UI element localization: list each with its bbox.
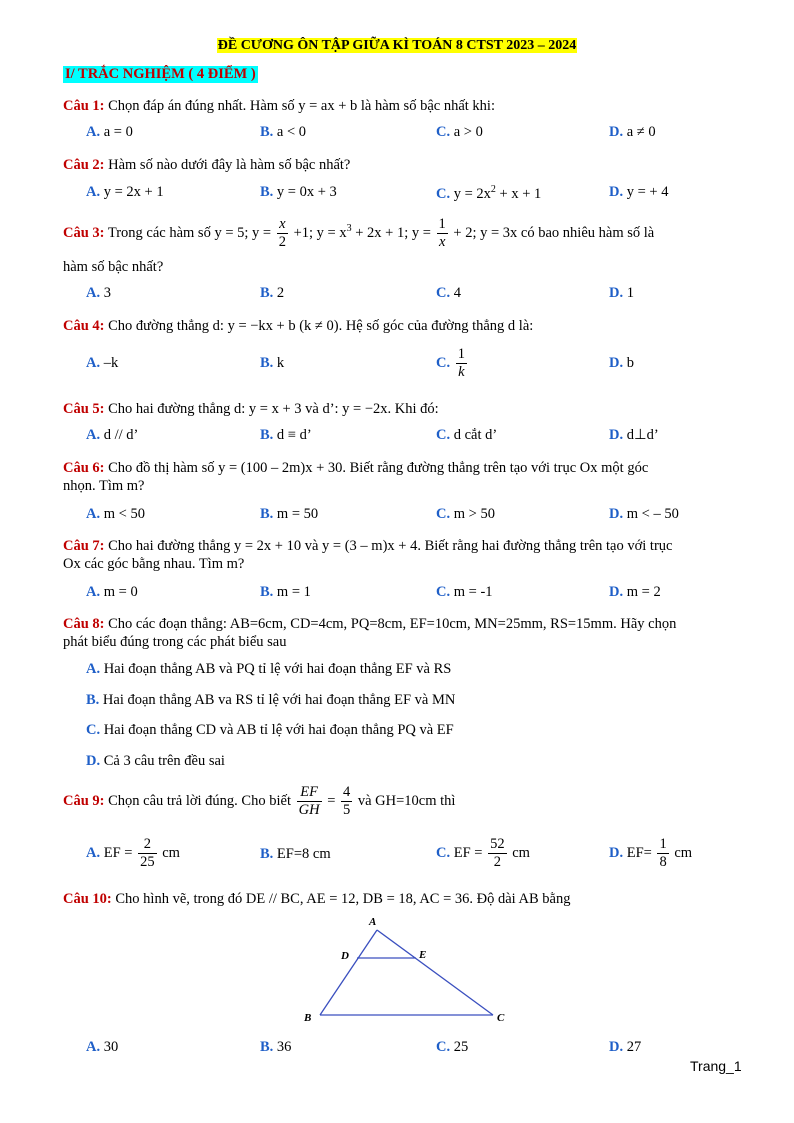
vertex-label-e: E — [419, 949, 427, 961]
q6-option-d: D. m < – 50 — [609, 506, 679, 522]
question-6-line-2: nhọn. Tìm m? — [63, 478, 145, 494]
question-7: Câu 7: Cho hai đường thẳng y = 2x + 10 và y = (3 – m)x + 4. Biết rằng hai đường thẳng trên tạo với trục — [63, 538, 673, 554]
question-8-line-2: phát biểu đúng trong các phát biểu sau — [63, 634, 287, 650]
vertex-label-a: A — [369, 916, 377, 928]
question-4: Câu 4: Cho đường thẳng d: y = −kx + b (k ≠ 0). Hệ số góc của đường thẳng d là: — [63, 318, 534, 334]
q4-option-d: D. b — [609, 355, 634, 371]
q2-option-d: D. y = + 4 — [609, 184, 669, 200]
q8-option-d: D. Cả 3 câu trên đều sai — [86, 753, 225, 769]
q6-option-b: B. m = 50 — [260, 506, 319, 522]
q10-option-b: B. 36 — [260, 1039, 292, 1055]
section-heading: I/ TRẮC NGHIỆM ( 4 ĐIỂM ) — [65, 66, 256, 82]
question-3-line-2: hàm số bậc nhất? — [63, 259, 164, 275]
question-number: Câu 1: — [63, 98, 105, 114]
q9-option-c: C. EF = $\frac{52}{2}$ cm — [436, 836, 530, 870]
q7-option-a: A. m = 0 — [86, 584, 138, 600]
q6-option-c: C. m > 50 — [436, 506, 495, 522]
question-6: Câu 6: Cho đồ thị hàm số y = (100 – 2m)x + 30. Biết rằng đường thẳng trên tạo với trục Ox một góc — [63, 460, 649, 476]
q7-option-b: B. m = 1 — [260, 584, 311, 600]
q2-option-a: A. y = 2x + 1 — [86, 184, 164, 200]
q3-option-d: D. 1 — [609, 285, 634, 301]
question-7-line-2: Ox các góc bằng nhau. Tìm m? — [63, 556, 245, 572]
vertex-label-b: B — [304, 1012, 312, 1024]
triangle-figure — [296, 912, 526, 1030]
vertex-label-d: D — [341, 950, 349, 962]
q8-option-c: C. Hai đoạn thẳng CD và AB tỉ lệ với hai đoạn thẳng PQ và EF — [86, 722, 454, 738]
q1-option-c: C. a > 0 — [436, 124, 483, 140]
q5-option-c: C. d cắt d’ — [436, 427, 498, 443]
q9-option-a: A. EF = $\frac{2}{25}$ cm — [86, 836, 180, 870]
segment-ac — [377, 930, 493, 1015]
segment-ab — [320, 930, 377, 1015]
q8-option-a: A. Hai đoạn thẳng AB và PQ tỉ lệ với hai đoạn thẳng EF và RS — [86, 661, 452, 677]
question-10: Câu 10: Cho hình vẽ, trong đó DE // BC, AE = 12, DB = 18, AC = 36. Độ dài AB bằng — [63, 891, 571, 907]
vertex-label-c: C — [497, 1012, 505, 1024]
q8-option-b: B. Hai đoạn thẳng AB va RS tỉ lệ với hai đoạn thẳng EF và MN — [86, 692, 456, 708]
q1-option-a: A. a = 0 — [86, 124, 133, 140]
page-number: Trang_1 — [690, 1058, 742, 1074]
q2-option-c: C. $y = 2x^2 + x + 1$ — [436, 184, 542, 202]
q10-option-c: C. 25 — [436, 1039, 469, 1055]
q1-option-b: B. a < 0 — [260, 124, 307, 140]
question-5: Câu 5: Cho hai đường thẳng d: y = x + 3 và d’: y = −2x. Khi đó: — [63, 401, 439, 417]
q9-option-d: D. EF= $\frac{1}{8}$ cm — [609, 836, 693, 870]
q2-option-b: B. y = 0x + 3 — [260, 184, 337, 200]
q5-option-a: A. d // d’ — [86, 427, 139, 443]
q4-option-b: B. k — [260, 355, 285, 371]
q7-option-d: D. m = 2 — [609, 584, 661, 600]
q3-option-c: C. 4 — [436, 285, 461, 301]
q7-option-c: C. m = -1 — [436, 584, 493, 600]
q10-option-d: D. 27 — [609, 1039, 642, 1055]
question-1: Câu 1: Chọn đáp án đúng nhất. Hàm số y = ax + b là hàm số bậc nhất khi: — [63, 98, 495, 114]
q3-option-b: B. 2 — [260, 285, 285, 301]
q5-option-b: B. d ≡ d’ — [260, 427, 312, 443]
document-title: ĐỀ CƯƠNG ÔN TẬP GIỮA KÌ TOÁN 8 CTST 2023 – 2024 — [217, 38, 577, 53]
question-8: Câu 8: Cho các đoạn thẳng: AB=6cm, CD=4cm, PQ=8cm, EF=10cm, MN=25mm, RS=15mm. Hãy chọn — [63, 616, 677, 632]
question-3: Câu 3: Trong các hàm số y = 5; y = $\frac{x}{2}$ +1; $y = x^3 + 2x + 1$; y = $\frac{1}{x}$ + 2; y = 3x có bao nhiêu hàm số là — [63, 216, 655, 250]
q4-option-c: C. $\frac{1}{k}$ — [436, 346, 465, 380]
q10-option-a: A. 30 — [86, 1039, 119, 1055]
question-2: Câu 2: Hàm số nào dưới đây là hàm số bậc nhất? — [63, 157, 351, 173]
q5-option-d: D. d⊥d’ — [609, 427, 659, 443]
q4-option-a: A. –k — [86, 355, 119, 371]
q9-option-b: B. EF=8 cm — [260, 846, 331, 862]
q6-option-a: A. m < 50 — [86, 506, 145, 522]
question-9: Câu 9: Chọn câu trả lời đúng. Cho biết $\frac{EF}{GH}$ = $\frac{4}{5}$ và GH=10cm thì — [63, 784, 456, 818]
q3-option-a: A. 3 — [86, 285, 111, 301]
q1-option-d: D. a ≠ 0 — [609, 124, 656, 140]
